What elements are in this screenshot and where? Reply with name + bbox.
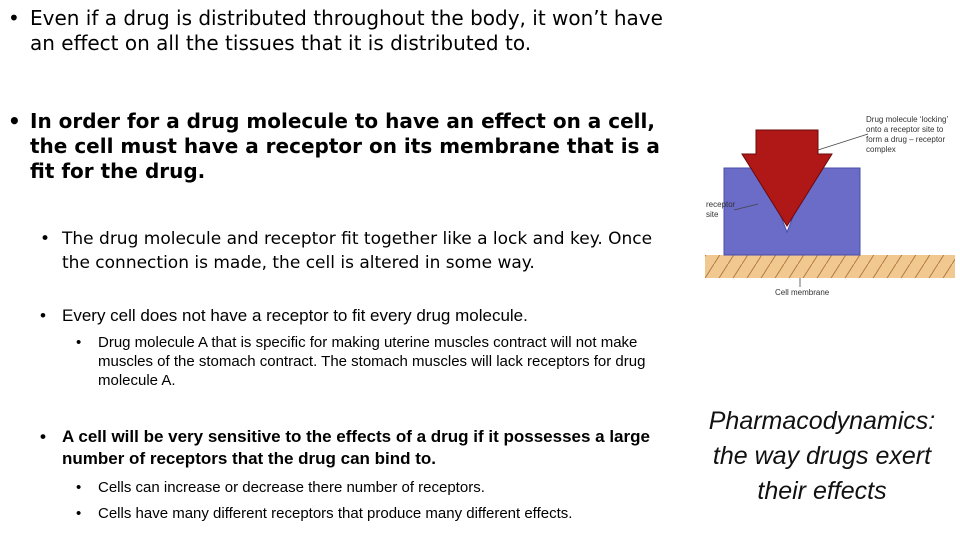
complex-pointer-line bbox=[818, 134, 868, 150]
diagram-label-site: receptor bbox=[706, 200, 736, 209]
diagram-label-complex: form a drug – receptor bbox=[866, 135, 946, 144]
caption-line: Pharmacodynamics: bbox=[708, 407, 936, 435]
slide-caption bbox=[682, 404, 960, 509]
cell-membrane-hatch bbox=[705, 255, 955, 278]
bullet-body: Every cell does not have a receptor to fit every drug molecule. bbox=[62, 306, 528, 325]
diagram-label-site: site bbox=[706, 210, 719, 219]
bullet-symbol: • bbox=[76, 334, 82, 351]
drug-receptor-diagram bbox=[700, 110, 960, 305]
bullet-body: A cell will be very sensitive to the effects of a drug if it possesses a large number of receptors that the drug can bind to. bbox=[62, 427, 650, 468]
bullet-text bbox=[8, 6, 670, 56]
bullet-body: Drug molecule A that is specific for making uterine muscles contract will not make muscles of the stomach contract. The stomach muscles will lack receptors for drug molecule A. bbox=[98, 334, 646, 389]
bullet-symbol: • bbox=[76, 505, 82, 522]
diagram-label-complex: complex bbox=[866, 145, 896, 154]
sub-bullet-text bbox=[40, 305, 662, 327]
diagram-label-complex: onto a receptor site to bbox=[866, 125, 944, 134]
sub-sub-bullet-text bbox=[76, 504, 698, 524]
bullet-body: Even if a drug is distributed throughout the body, it won’t have an effect on all the tissues that it is distributed to. bbox=[30, 6, 663, 55]
bullet-text bbox=[8, 109, 690, 184]
bullet-symbol: • bbox=[8, 6, 20, 30]
bullet-body: In order for a drug molecule to have an effect on a cell, the cell must have a receptor on its membrane that is a fit for the drug. bbox=[30, 109, 660, 183]
bullet-symbol: • bbox=[76, 479, 82, 496]
sub-sub-bullet-text bbox=[76, 478, 698, 498]
sub-bullet-text bbox=[40, 227, 662, 275]
diagram-label-membrane: Cell membrane bbox=[775, 288, 830, 297]
sub-bullet-text bbox=[40, 426, 682, 470]
bullet-symbol: • bbox=[8, 109, 21, 133]
caption-line: their effects bbox=[757, 477, 887, 505]
bullet-body: Cells can increase or decrease there number of receptors. bbox=[98, 479, 485, 496]
bullet-symbol: • bbox=[40, 229, 51, 249]
bullet-symbol: • bbox=[40, 427, 46, 446]
bullet-body: Cells have many different receptors that produce many different effects. bbox=[98, 505, 573, 522]
diagram-label-complex: Drug molecule ‘locking’ bbox=[866, 115, 949, 124]
bullet-symbol: • bbox=[40, 306, 46, 325]
sub-sub-bullet-text bbox=[76, 333, 688, 390]
caption-line: the way drugs exert bbox=[712, 442, 932, 470]
bullet-body: The drug molecule and receptor fit together like a lock and key. Once the connection is made, the cell is altered in some way. bbox=[62, 229, 653, 273]
